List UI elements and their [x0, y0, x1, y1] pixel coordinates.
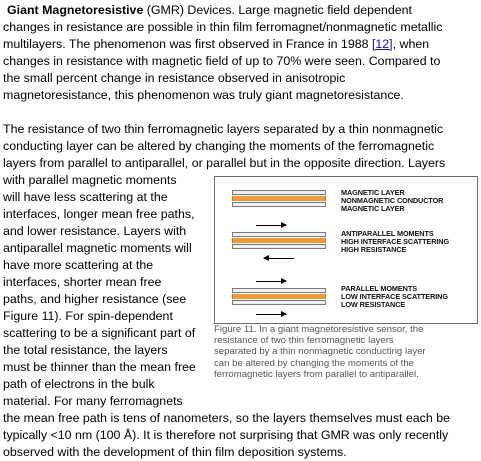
body-line: conducting layer can be altered by changing the moments of the ferromagnetic — [3, 139, 435, 153]
body-line: and lower resistance. Layers with — [3, 224, 187, 238]
body-line: layers from parallel to antiparallel, or parallel but in the opposite direction. Layers — [3, 156, 446, 170]
caption-line: resistance of two thin ferromagnetic layers — [214, 335, 394, 347]
reference-link-12[interactable]: [12] — [371, 37, 393, 51]
caption-line: ferromagnetic layers from parallel to antiparallel. — [214, 368, 419, 380]
label-high-interface-scattering: HIGH INTERFACE SCATTERING — [341, 237, 450, 247]
intro-line-5: the small percent change in resistance observed in anisotropic — [3, 71, 346, 85]
figure-11-diagram — [214, 176, 478, 324]
magnetic-layer-plate — [232, 288, 326, 293]
label-antiparallel-moments: ANTIPARALLEL MOMENTS — [341, 229, 434, 238]
intro-line-3-text: multilayers. The phenomenon was first observed in France in 1988 — [3, 37, 372, 51]
label-magnetic-layer: MAGNETIC LAYER — [341, 188, 405, 197]
caption-line: can be altered by changing the moments of the — [214, 357, 414, 369]
intro-line-3-tail: , when — [392, 37, 430, 51]
nonmagnetic-conductor-plate — [232, 294, 326, 299]
body-line: with parallel magnetic moments — [3, 173, 177, 187]
panel-1-labels — [341, 189, 443, 214]
body-line: will have less scattering at the — [3, 190, 168, 204]
intro-line-3 — [3, 36, 429, 53]
body-line: The resistance of two thin ferromagnetic layers separated by a thin nonmagnetic — [3, 122, 444, 136]
magnetic-layer-plate — [232, 232, 326, 237]
magnetic-layer-plate — [232, 300, 326, 305]
label-magnetic-layer: MAGNETIC LAYER — [341, 204, 405, 214]
label-nonmagnetic-conductor: NONMAGNETIC CONDUCTOR — [341, 196, 444, 206]
body-line: material. For many ferromagnets — [3, 394, 183, 408]
nonmagnetic-conductor-plate — [232, 238, 326, 243]
arrow-right-icon — [256, 281, 286, 282]
body-line: have more scattering at the — [3, 258, 154, 272]
label-low-interface-scattering: LOW INTERFACE SCATTERING — [341, 292, 448, 302]
intro-line-2: changes in resistance are possible in thin film ferromagnet/nonmagnetic metallic — [3, 20, 443, 34]
caption-line: separated by a thin nonmagnetic conducting layer — [214, 346, 426, 358]
body-line: the mean free path is tens of nanometers, so the layers themselves must each be — [3, 411, 450, 425]
body-line: antiparallel magnetic moments will — [3, 241, 192, 255]
body-line: must be thinner than the mean free — [3, 360, 196, 374]
body-line: scattering to be a significant part of — [3, 326, 196, 340]
body-line: the total resistance, the layers — [3, 343, 168, 357]
body-line: typically <10 nm (100 Å). It is therefore not surprising that GMR was only recently — [3, 428, 449, 442]
panel-3-labels — [341, 285, 448, 310]
body-line: interfaces, shorter mean free — [3, 275, 162, 289]
body-line: Figure 11). For spin-dependent — [3, 309, 173, 323]
intro-line-1-text: (GMR) Devices. Large magnetic field dependent — [143, 3, 412, 17]
arrow-right-icon — [256, 314, 286, 315]
arrow-left-icon — [264, 258, 294, 259]
intro-line-4: changes in resistance with magnetic field of up to 70% were seen. Compared to — [3, 54, 441, 68]
label-high-resistance: HIGH RESISTANCE — [341, 245, 407, 255]
caption-line: Figure 11. In a giant magnetoresistive sensor, the — [214, 324, 424, 335]
body-line: path of electrons in the bulk — [3, 377, 155, 391]
intro-line-6: magnetoresistance, this phenomenon was truly giant magnetoresistance. — [3, 88, 404, 102]
label-parallel-moments: PARALLEL MOMENTS — [341, 284, 417, 293]
figure-caption — [214, 324, 478, 380]
arrow-right-icon — [256, 225, 286, 226]
body-line: interfaces, longer mean free paths, — [3, 207, 195, 221]
nonmagnetic-conductor-plate — [232, 196, 326, 201]
magnetic-layer-plate — [232, 244, 326, 249]
body-line: paths, and higher resistance (see — [3, 292, 187, 306]
label-low-resistance: LOW RESISTANCE — [341, 300, 406, 310]
body-line: observed with the development of thin film deposition systems. — [3, 445, 347, 459]
intro-line-1 — [7, 2, 412, 19]
section-heading: Giant Magnetoresistive — [7, 3, 144, 17]
magnetic-layer-plate — [232, 202, 326, 207]
magnetic-layer-plate — [232, 190, 326, 195]
panel-2-labels — [341, 230, 449, 255]
